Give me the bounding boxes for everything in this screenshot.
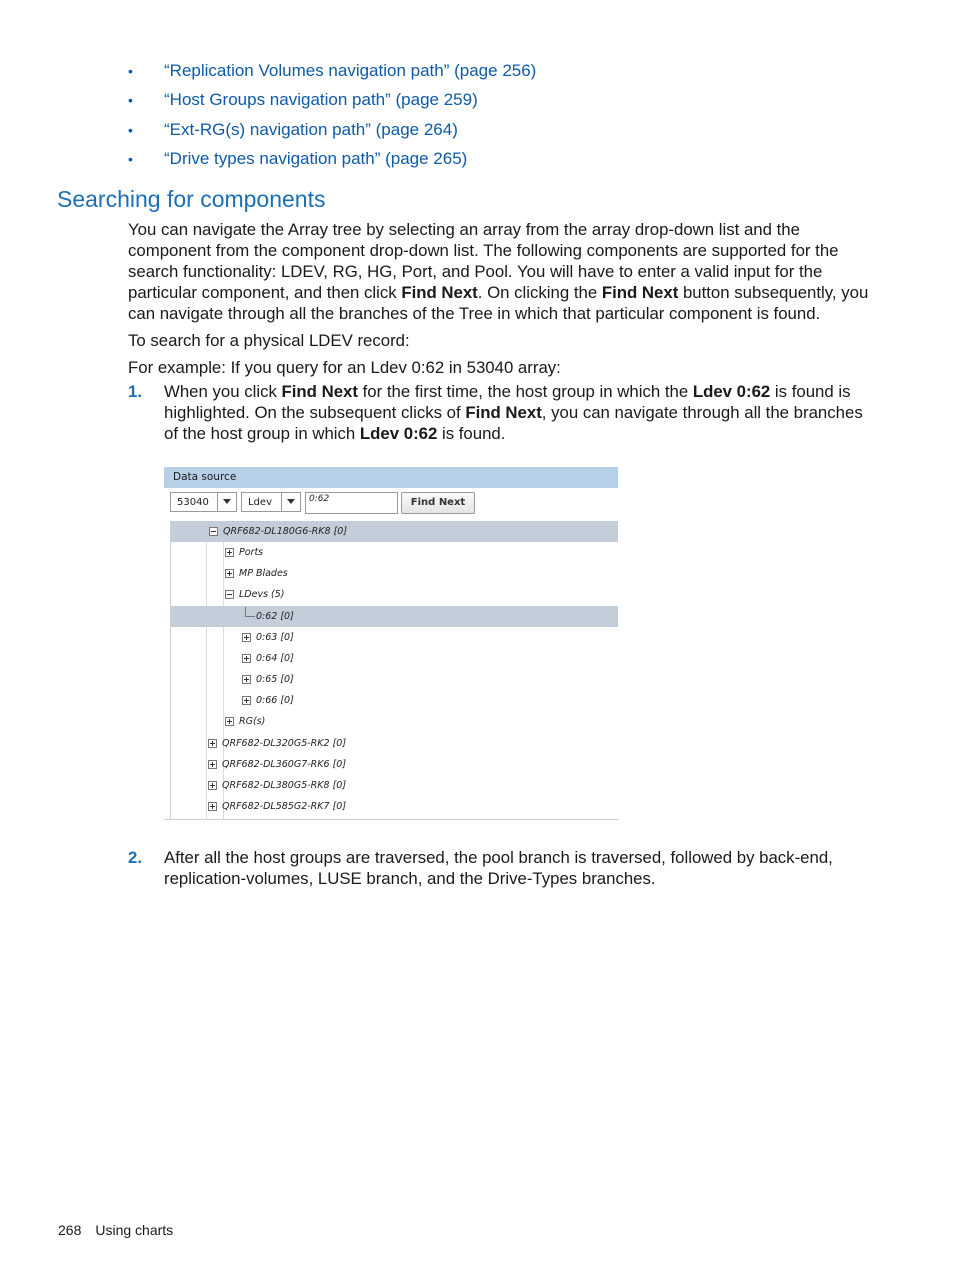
text-run: is found is highlighted. On the subsequent clicks of xyxy=(164,382,851,422)
tree-node-label[interactable]: LDevs (5) xyxy=(239,589,285,600)
tree-node-label[interactable]: Ports xyxy=(239,547,264,558)
related-links-list xyxy=(128,58,536,175)
section-heading: Searching for components xyxy=(57,186,326,212)
link-item[interactable] xyxy=(128,87,536,116)
tree-node-label[interactable]: QRF682-DL180G6-RK8 [0] xyxy=(223,526,348,537)
expand-icon[interactable] xyxy=(208,739,217,748)
step-text: After all the host groups are traversed, the pool branch is traversed, followed by back-end, replication-volumes, LUSE branch, and the Drive-Types branches. xyxy=(164,848,833,888)
component-value: Ldev xyxy=(248,497,272,508)
tree-row[interactable] xyxy=(171,606,618,627)
step-2 xyxy=(128,847,873,889)
figure-bottom-border xyxy=(164,819,618,820)
bullet: • xyxy=(128,150,133,167)
bullet: • xyxy=(128,121,133,138)
query-input[interactable] xyxy=(305,492,398,514)
chevron-down-icon[interactable] xyxy=(217,493,236,511)
link-item[interactable] xyxy=(128,58,536,87)
tree-row[interactable] xyxy=(171,669,618,690)
text-run: You can navigate the Array tree by selecting an array from the array drop-down list and the component from the component drop-down list. The following components are supported for the search functionality: LDEV, RG, HG, Port, and Pool. You will have to enter a valid input for the particular component, and then click xyxy=(128,220,839,302)
text-run: , you can navigate through all the branches of the host group in which xyxy=(164,403,863,443)
text-run: When you click xyxy=(164,382,282,401)
tree-row[interactable] xyxy=(171,733,618,754)
expand-icon[interactable] xyxy=(225,548,234,557)
tree-node-label[interactable]: RG(s) xyxy=(239,716,266,727)
tree-row[interactable] xyxy=(171,584,618,605)
tree-row[interactable] xyxy=(171,521,618,542)
example-paragraph: For example: If you query for an Ldev 0:62 in 53040 array: xyxy=(128,358,561,377)
tree-row[interactable] xyxy=(171,648,618,669)
page-footer xyxy=(58,1222,173,1238)
intro-paragraph xyxy=(128,219,873,324)
step-text xyxy=(164,381,873,444)
array-dropdown[interactable] xyxy=(170,492,237,512)
find-next-button[interactable]: Find Next xyxy=(401,492,475,514)
tree-node-label[interactable]: QRF682-DL380G5-RK8 [0] xyxy=(222,780,347,791)
text-bold: Find Next xyxy=(601,283,679,302)
text-run: is found. xyxy=(437,424,506,443)
link-host-groups[interactable]: “Host Groups navigation path” (page 259) xyxy=(164,90,478,110)
expand-icon[interactable] xyxy=(242,654,251,663)
expand-icon[interactable] xyxy=(242,633,251,642)
expand-icon[interactable] xyxy=(208,802,217,811)
search-ldev-paragraph: To search for a physical LDEV record: xyxy=(128,331,410,350)
array-tree xyxy=(170,521,618,819)
expand-icon[interactable] xyxy=(242,675,251,684)
page-number: 268 xyxy=(58,1222,82,1238)
tree-row[interactable] xyxy=(171,796,618,817)
tree-row[interactable] xyxy=(171,627,618,648)
tree-node-label[interactable]: 0:66 [0] xyxy=(256,695,294,706)
tree-node-label[interactable]: QRF682-DL585G2-RK7 [0] xyxy=(222,801,347,812)
panel-title: Data source xyxy=(173,471,237,483)
tree-node-label[interactable]: 0:65 [0] xyxy=(256,674,294,685)
bullet: • xyxy=(128,92,133,109)
expand-icon[interactable] xyxy=(225,717,234,726)
text-run: for the first time, the host group in which the xyxy=(357,382,693,401)
collapse-icon[interactable] xyxy=(209,527,218,536)
tree-row[interactable] xyxy=(171,754,618,775)
text-bold: Ldev 0:62 xyxy=(692,382,771,401)
leaf-connector-icon xyxy=(245,607,255,617)
component-dropdown[interactable] xyxy=(241,492,301,512)
link-replication-volumes[interactable]: “Replication Volumes navigation path” (page 256) xyxy=(164,61,537,80)
step-number: 1. xyxy=(128,382,142,401)
text-bold: Ldev 0:62 xyxy=(359,424,438,443)
text-bold: Find Next xyxy=(401,283,478,302)
link-item[interactable] xyxy=(128,117,536,146)
tree-node-label[interactable]: 0:64 [0] xyxy=(256,653,294,664)
tree-node-label[interactable]: 0:62 [0] xyxy=(256,611,294,622)
query-value: 0:62 xyxy=(309,494,330,504)
tree-row[interactable] xyxy=(171,690,618,711)
link-drive-types[interactable]: “Drive types navigation path” (page 265) xyxy=(164,148,468,168)
tree-row[interactable] xyxy=(171,542,618,563)
expand-icon[interactable] xyxy=(208,781,217,790)
footer-section: Using charts xyxy=(95,1222,174,1238)
text-run: . On clicking the xyxy=(477,283,602,302)
tree-node-label[interactable]: QRF682-DL360G7-RK6 [0] xyxy=(222,759,347,770)
collapse-icon[interactable] xyxy=(225,590,234,599)
bullet: • xyxy=(128,63,133,79)
data-source-screenshot xyxy=(164,467,618,822)
text-run: button subsequently, you can navigate through all the branches of the Tree in which that particular component is found. xyxy=(128,283,869,323)
tree-row[interactable] xyxy=(171,711,618,732)
tree-node-label[interactable]: 0:63 [0] xyxy=(256,632,294,643)
chevron-down-icon[interactable] xyxy=(281,493,300,511)
tree-node-label[interactable]: MP Blades xyxy=(239,568,288,579)
step-number: 2. xyxy=(128,848,142,867)
link-item[interactable] xyxy=(128,146,536,175)
panel-title-bar xyxy=(164,467,618,488)
expand-icon[interactable] xyxy=(225,569,234,578)
expand-icon[interactable] xyxy=(208,760,217,769)
expand-icon[interactable] xyxy=(242,696,251,705)
step-1 xyxy=(128,381,873,444)
text-bold: Find Next xyxy=(465,403,542,422)
link-ext-rg[interactable]: “Ext-RG(s) navigation path” (page 264) xyxy=(164,119,458,139)
tree-node-label[interactable]: QRF682-DL320G5-RK2 [0] xyxy=(222,738,347,749)
tree-row[interactable] xyxy=(171,563,618,584)
array-value: 53040 xyxy=(177,497,209,508)
tree-row[interactable] xyxy=(171,775,618,796)
text-bold: Find Next xyxy=(281,382,358,401)
